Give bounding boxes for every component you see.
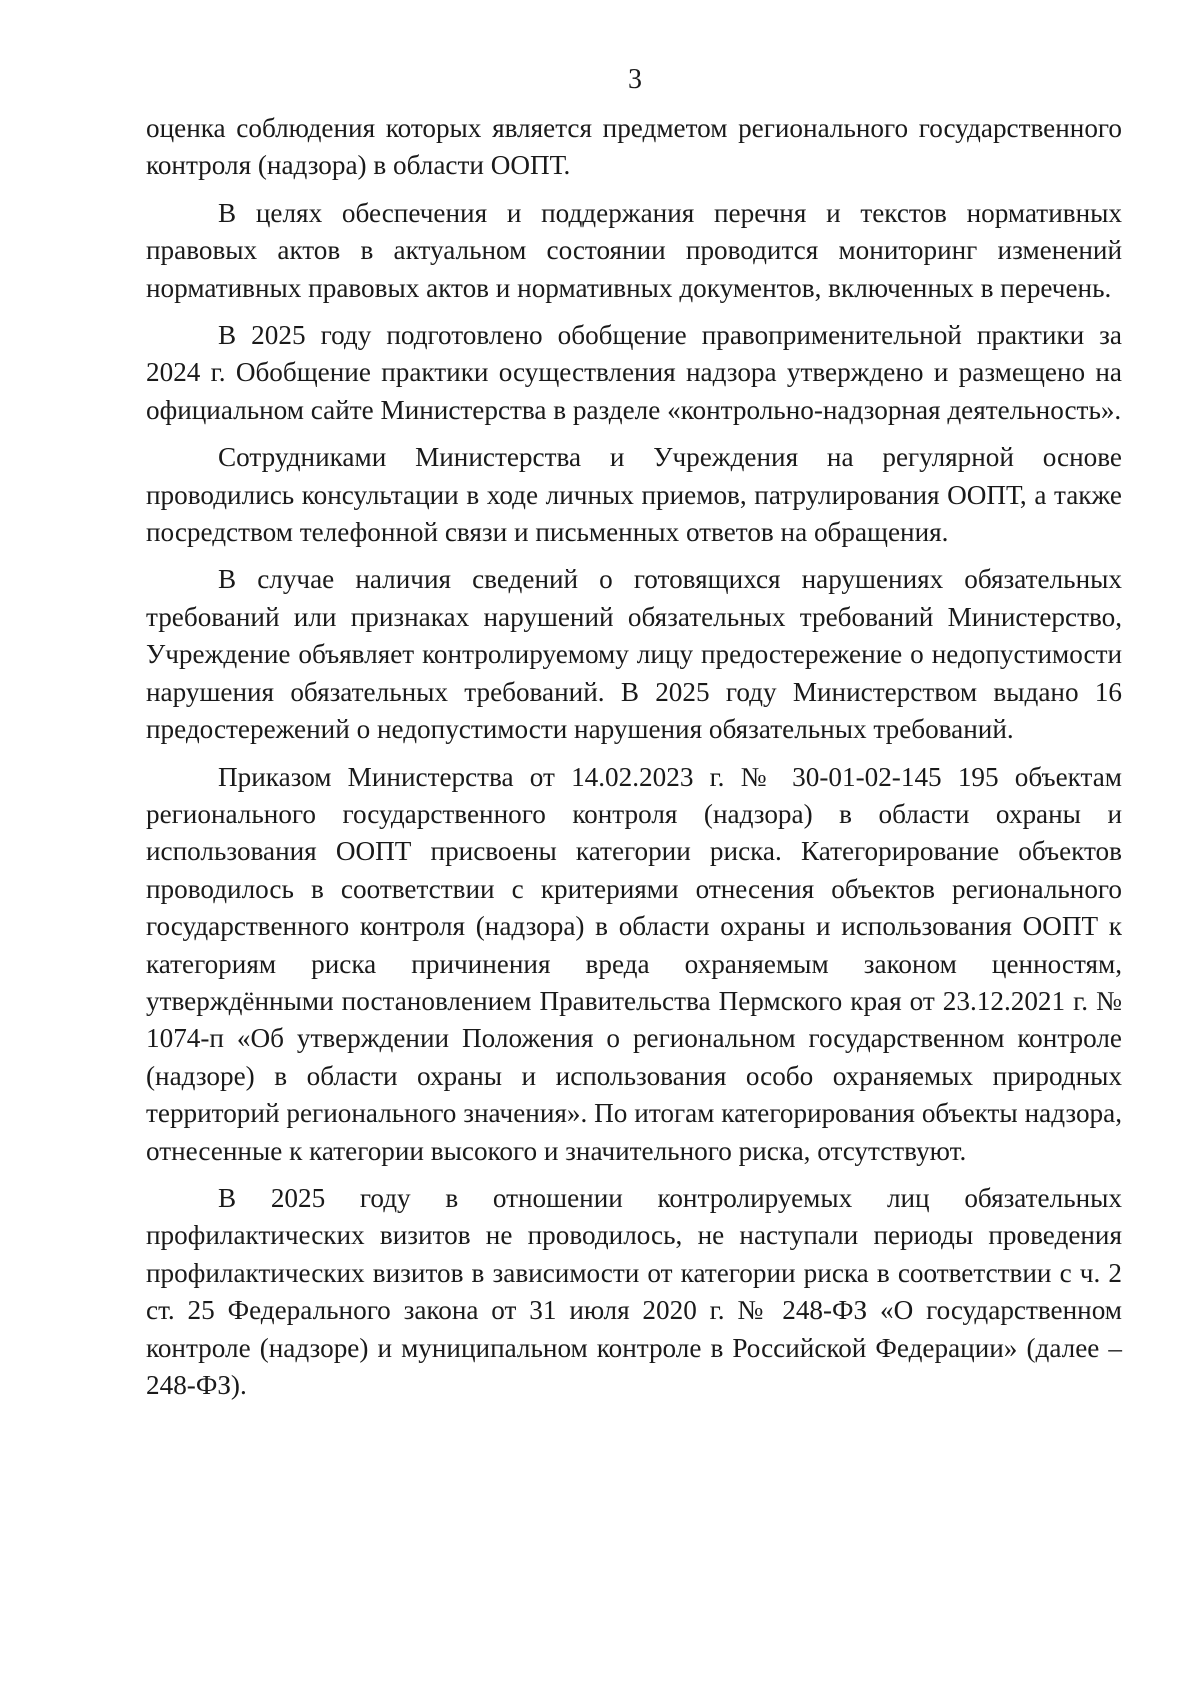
paragraph-practice-summary: В 2025 году подготовлено обобщение правоприменительной практики за 2024 г. Обобщение практики осуществления надзора утверждено и размещено на официальном сайте Министерства в разделе «контрольно-надзорная деятельность». xyxy=(146,320,1122,425)
page-number: 3 xyxy=(628,64,642,95)
paragraph-risk-categories: Приказом Министерства от 14.02.2023 г. № 30-01-02-145 195 объектам регионального государственного контроля (надзора) в области охраны и использования ООПТ присвоены категории риска. Категорирование объектов проводилось в соответствии с критериями отнесения объектов регионального государственного контроля (надзора) в области охраны и использования ООПТ к категориям риска причинения вреда охраняемым законом ценностям, утверждёнными постановлением Правительства Пермского края от 23.12.2021 г. № 1074-п «Об утверждении Положения о региональном государственном контроле (надзоре) в области охраны и использования особо охраняемых природных территорий регионального значения». По итогам категорирования объекты надзора, отнесенные к категории высокого и значительного риска, отсутствуют. xyxy=(146,761,1122,1166)
paragraph-monitoring: В целях обеспечения и поддержания перечня и текстов нормативных правовых актов в актуальном состоянии проводится мониторинг изменений нормативных правовых актов и нормативных документов, включенных в перечень. xyxy=(146,197,1122,303)
paragraph-warnings: В случае наличия сведений о готовящихся нарушениях обязательных требований или признаках нарушений обязательных требований Министерство, Учреждение объявляет контролируемому лицу предостережение о недопустимости нарушения обязательных требований. В 2025 году Министерством выдано 16 предостережений о недопустимости нарушения обязательных требований. xyxy=(146,564,1122,745)
paragraph-preventive-visits: В 2025 году в отношении контролируемых лиц обязательных профилактических визитов не проводилось, не наступали периоды проведения профилактических визитов в зависимости от категории риска в соответствии с ч. 2 ст. 25 Федерального закона от 31 июля 2020 г. № 248-ФЗ «О государственном контроле (надзоре) и муниципальном контроле в Российской Федерации» (далее – 248-ФЗ). xyxy=(146,1182,1122,1400)
document-body xyxy=(146,110,1122,1414)
paragraph-continuation: оценка соблюдения которых является предметом регионального государственного контроля (надзора) в области ООПТ. xyxy=(146,113,1122,181)
paragraph-consultations: Сотрудниками Министерства и Учреждения на регулярной основе проводились консультации в ходе личных приемов, патрулирования ООПТ, а также посредством телефонной связи и письменных ответов на обращения. xyxy=(146,442,1122,548)
